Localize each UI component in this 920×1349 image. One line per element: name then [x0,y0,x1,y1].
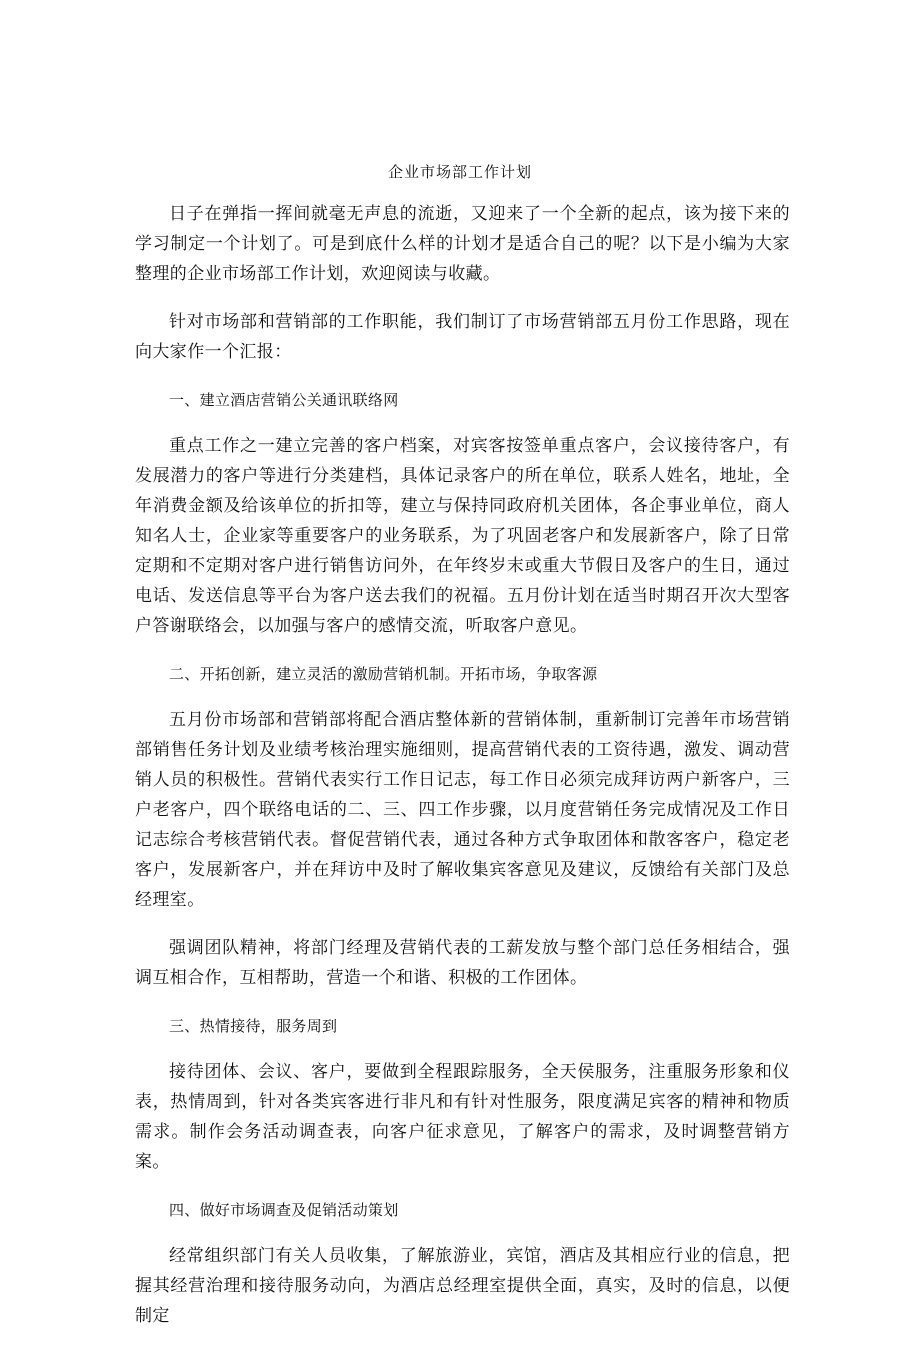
section-body-2b: 强调团队精神，将部门经理及营销代表的工薪发放与整个部门总任务相结合，强调互相合作，互相帮助，营造一个和谐、积极的工作团体。 [135,938,790,988]
section-body-4: 经常组织部门有关人员收集，了解旅游业，宾馆，酒店及其相应行业的信息，把握其经营治理和接待服务动向，为酒店总经理室提供全面，真实，及时的信息，以便制定 [135,1246,790,1326]
document-body [135,199,790,1349]
paragraph-intro: 日子在弹指一挥间就毫无声息的流逝，又迎来了一个全新的起点，该为接下来的学习制定一个计划了。可是到底什么样的计划才是适合自己的呢？以下是小编为大家整理的企业市场部工作计划，欢迎阅读与收藏。 [135,204,790,284]
document-title: 企业市场部工作计划 [387,163,532,181]
section-heading-1: 一、建立酒店营销公关通讯联络网 [169,391,399,409]
paragraph-overview: 针对市场部和营销部的工作职能，我们制订了市场营销部五月份工作思路，现在向大家作一个汇报： [135,312,790,362]
section-heading-2: 二、开拓创新，建立灵活的激励营销机制。开拓市场，争取客源 [169,665,598,683]
section-heading-3: 三、热情接待，服务周到 [169,1017,338,1035]
section-body-3: 接待团体、会议、客户，要做到全程跟踪服务，全天侯服务，注重服务形象和仪表，热情周到，针对各类宾客进行非凡和有针对性服务，限度满足宾客的精神和物质需求。制作会务活动调查表，向客户征求意见，了解客户的需求，及时调整营销方案。 [135,1062,790,1172]
section-heading-4: 四、做好市场调查及促销活动策划 [169,1201,399,1219]
section-body-2a: 五月份市场部和营销部将配合酒店整体新的营销体制，重新制订完善年市场营销部销售任务计划及业绩考核治理实施细则，提高营销代表的工资待遇，激发、调动营销人员的积极性。营销代表实行工作日记志，每工作日必须完成拜访两户新客户，三户老客户，四个联络电话的二、三、四工作步骤，以月度营销任务完成情况及工作日记志综合考核营销代表。督促营销代表，通过各种方式争取团体和散客客户，稳定老客户，发展新客户，并在拜访中及时了解收集宾客意见及建议，反馈给有关部门及总经理室。 [135,710,790,910]
section-body-1: 重点工作之一建立完善的客户档案，对宾客按签单重点客户，会议接待客户，有发展潜力的客户等进行分类建档，具体记录客户的所在单位，联系人姓名，地址，全年消费金额及给该单位的折扣等，建立与保持同政府机关团体，各企事业单位，商人知名人士，企业家等重要客户的业务联系，为了巩固老客户和发展新客户，除了日常定期和不定期对客户进行销售访问外，在年终岁末或重大节假日及客户的生日，通过电话、发送信息等平台为客户送去我们的祝福。五月份计划在适当时期召开次大型客户答谢联络会，以加强与客户的感情交流，听取客户意见。 [135,436,790,636]
